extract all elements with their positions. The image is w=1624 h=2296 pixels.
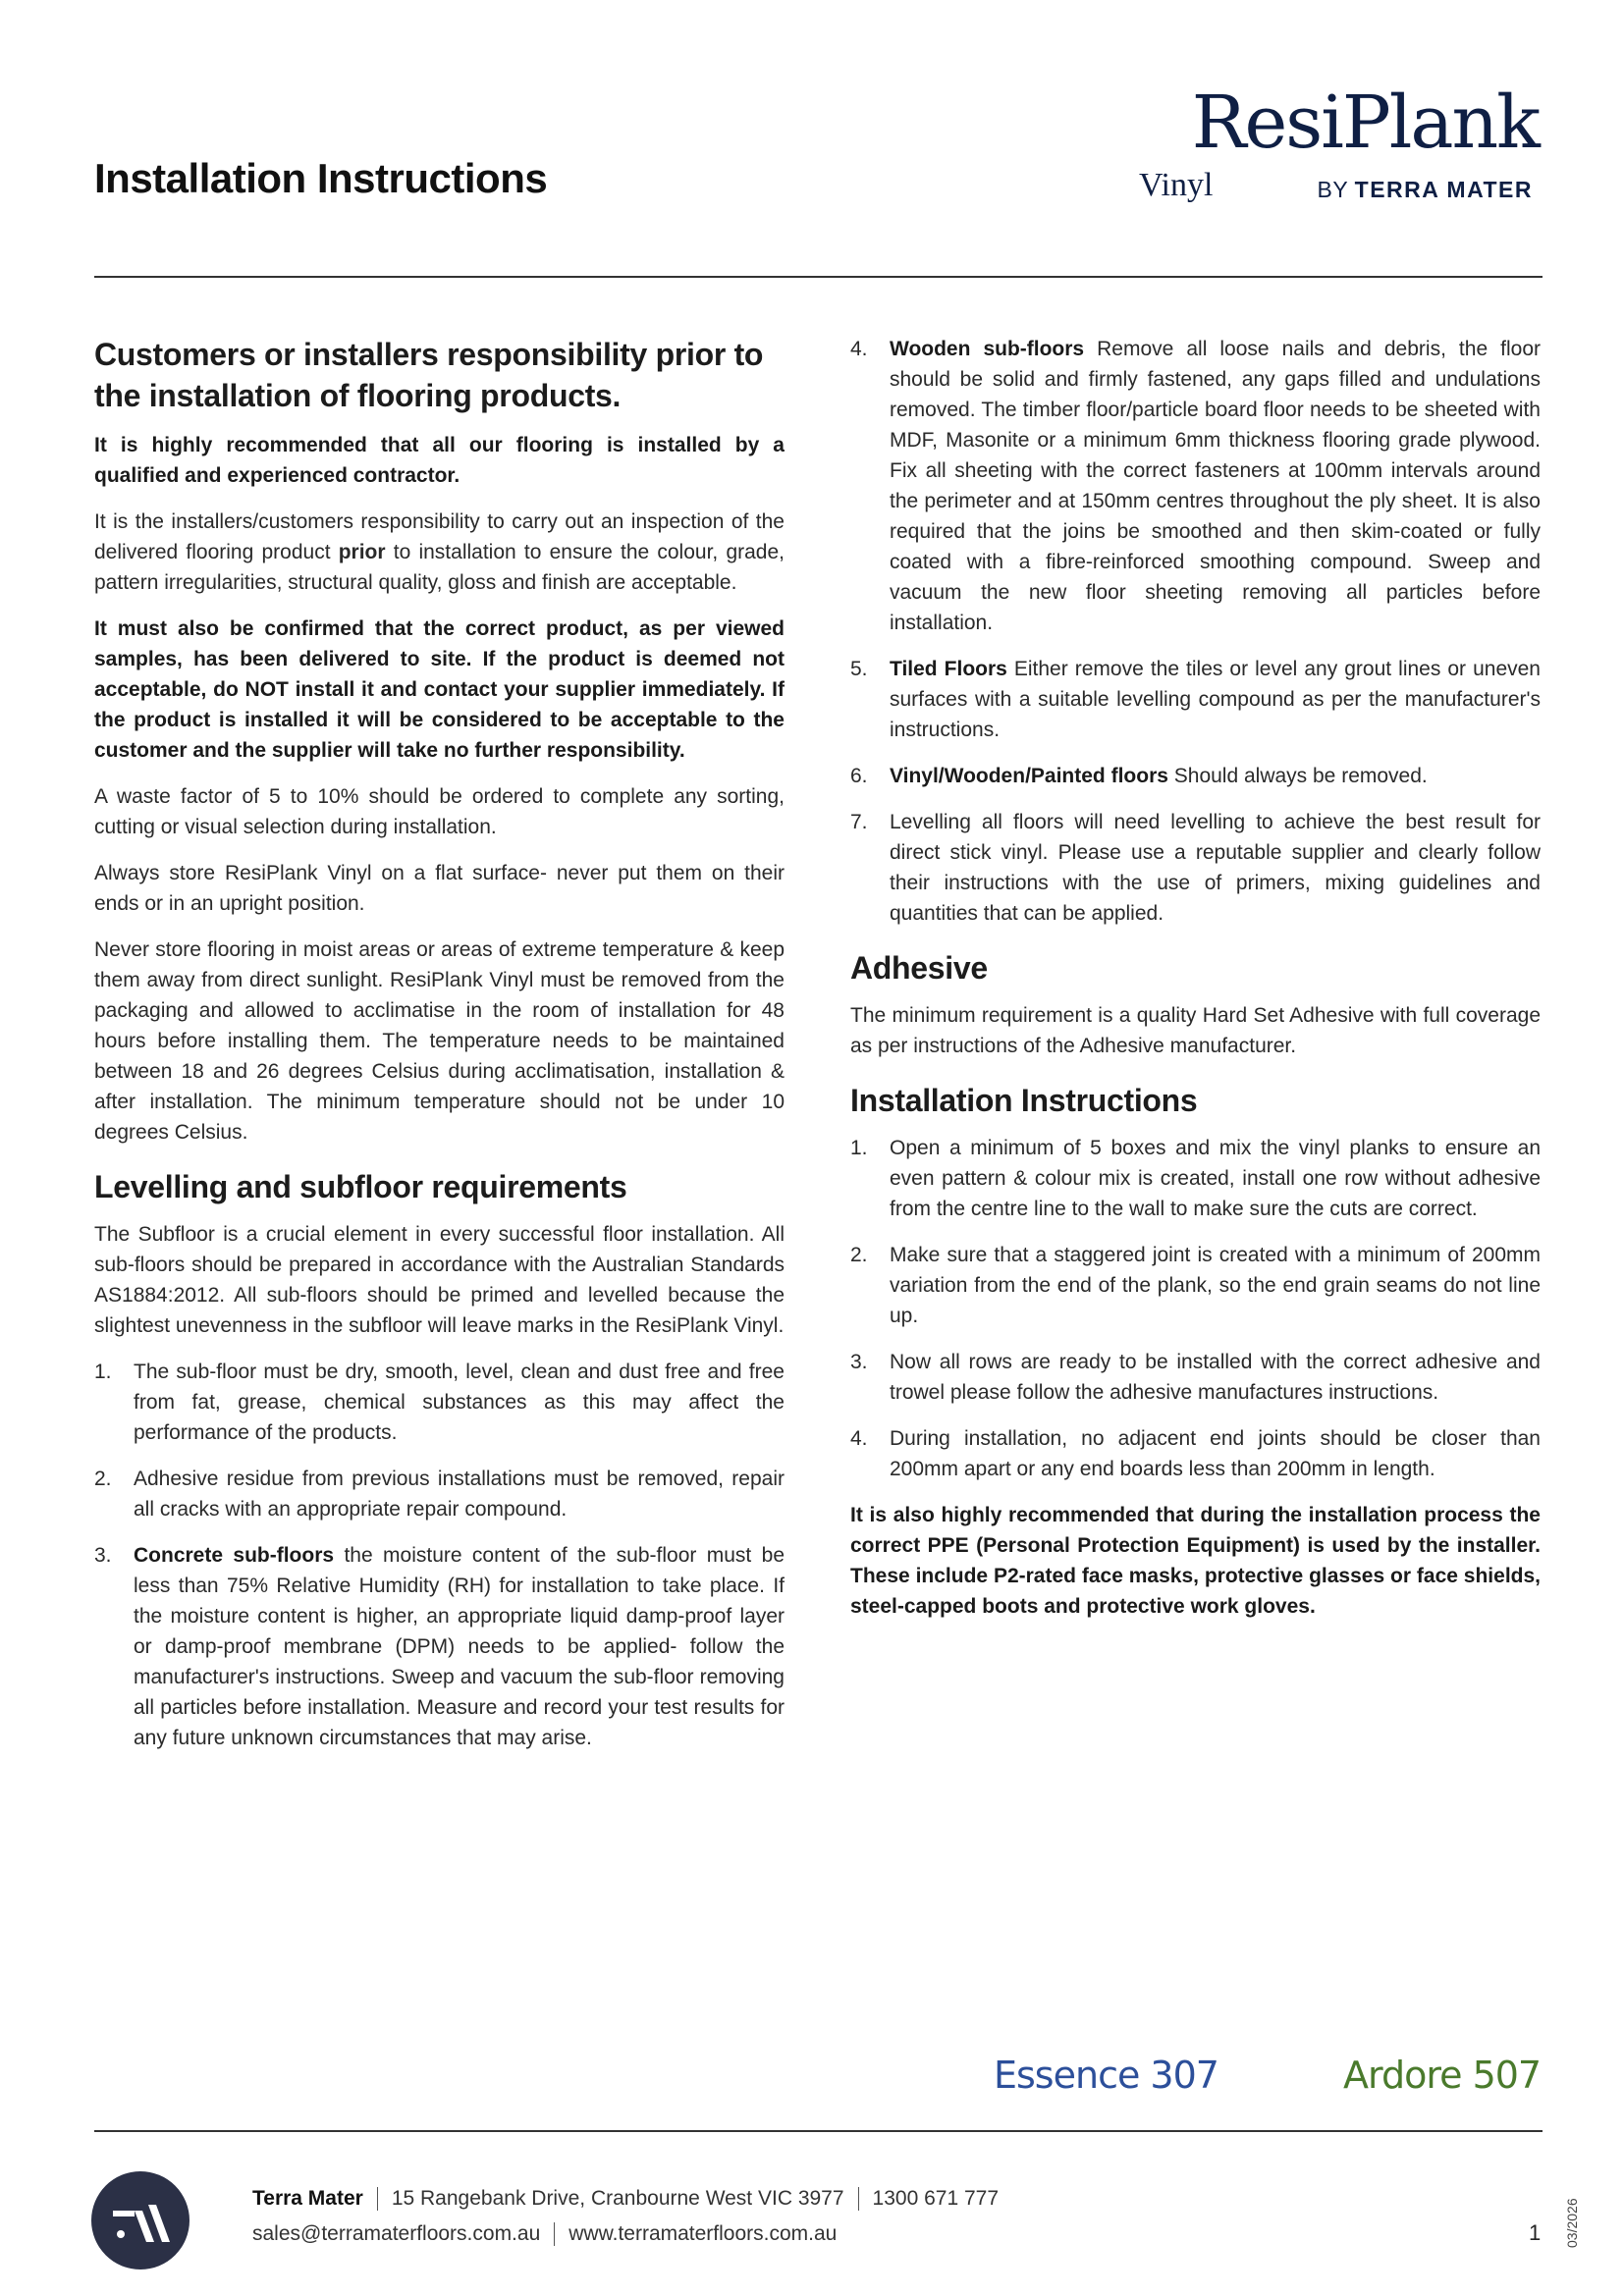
list-number: 3. bbox=[94, 1544, 112, 1567]
header-divider bbox=[94, 276, 1543, 278]
list-text: Remove all loose nails and debris, the floor should be solid and firmly fastened, any gaps filled and undulations removed. The timber floor/particle board floor needs to be sheeted with MDF, Masonite or a minimum 6mm thickness flooring grade plywood. Fix all sheeting with the correct fasteners at 100mm intervals around the perimeter and at 150mm centres throughout the ply sheet. It is also required that the joins be smoothed and then skim-coated or fully coated with a fibre-reinforced smoothing compound. Sweep and vacuum the new floor sheeting removing all particles before installation. bbox=[890, 338, 1541, 634]
footer-company: Terra Mater bbox=[252, 2187, 363, 2210]
left-column bbox=[94, 334, 785, 1769]
list-item bbox=[850, 1347, 1541, 1408]
installation-heading: Installation Instructions bbox=[850, 1083, 1198, 1118]
list-text: the moisture content of the sub-floor must be less than 75% Relative Humidity (RH) for installation to take place. If the moisture content is higher, an appropriate liquid damp-proof layer or damp-proof membrane (DPM) needs to be applied- follow the manufacturer's instructions. Sweep and vacuum the sub-floor removing all particles before installation. Measure and record your test results for any future unknown circumstances that may arise. bbox=[134, 1544, 785, 1749]
adhesive-paragraph: The minimum requirement is a quality Hard Set Adhesive with full coverage as per instructions of the Adhesive manufacturer. bbox=[850, 1004, 1541, 1057]
list-text: Adhesive residue from previous installations must be removed, repair all cracks with an appropriate repair compound. bbox=[134, 1468, 785, 1521]
list-number: 2. bbox=[850, 1244, 868, 1266]
inspection-text-b: to installation to ensure the colour, grade, pattern irregularities, structural quality, gloss and finish are acceptable. bbox=[94, 541, 785, 594]
subfloor-list-left bbox=[94, 1357, 785, 1753]
list-number: 6. bbox=[850, 765, 868, 787]
subfloor-heading: Levelling and subfloor requirements bbox=[94, 1169, 627, 1204]
resiplank-logo bbox=[1134, 80, 1546, 204]
list-number: 2. bbox=[94, 1468, 112, 1490]
list-text: Open a minimum of 5 boxes and mix the vinyl planks to ensure an even pattern & colour mix is created, install one row without adhesive from the centre line to the wall to make sure the cuts are correct. bbox=[890, 1137, 1541, 1220]
list-bold: Tiled Floors bbox=[890, 658, 1007, 680]
list-number: 4. bbox=[850, 1427, 868, 1450]
footer-phone[interactable]: 1300 671 777 bbox=[872, 2187, 1000, 2210]
logo-sub: Vinyl bbox=[1139, 167, 1214, 203]
right-column bbox=[850, 334, 1541, 1637]
list-item bbox=[850, 1133, 1541, 1224]
ppe-paragraph: It is also highly recommended that during the installation process the correct PPE (Personal Protection Equipment) is used by the installer. These include P2-rated face masks, protective glasses or face shields, steel-capped boots and protective work gloves. bbox=[850, 1504, 1541, 1618]
list-item bbox=[850, 1240, 1541, 1331]
list-item bbox=[94, 1464, 785, 1524]
list-number: 1. bbox=[94, 1361, 112, 1383]
list-text: Either remove the tiles or level any grout lines or uneven surfaces with a suitable levelling compound as per the manufacturer's instructions. bbox=[890, 658, 1541, 741]
logo-brand: ResiPlank bbox=[1191, 80, 1539, 165]
logo-by-prefix: BY bbox=[1317, 177, 1348, 202]
storage-paragraph: Always store ResiPlank Vinyl on a flat surface- never put them on their ends or in an upright position. bbox=[94, 862, 785, 915]
separator bbox=[554, 2222, 555, 2246]
adhesive-heading: Adhesive bbox=[850, 950, 988, 986]
list-text: Should always be removed. bbox=[1167, 765, 1428, 787]
recommendation-paragraph: It is highly recommended that all our flooring is installed by a qualified and experienced contractor. bbox=[94, 434, 785, 487]
page-number: 1 bbox=[1529, 2220, 1542, 2245]
subfloor-intro: The Subfloor is a crucial element in every successful floor installation. All sub-floors should be prepared in accordance with the Australian Standards AS1884:2012. All sub-floors should be primed and levelled because the slightest unevenness in the subfloor will leave marks in the ResiPlank Vinyl. bbox=[94, 1223, 785, 1337]
footer-website[interactable]: www.terramaterfloors.com.au bbox=[568, 2222, 838, 2245]
inspection-paragraph bbox=[94, 507, 785, 598]
list-item bbox=[850, 1423, 1541, 1484]
list-item bbox=[850, 807, 1541, 929]
footer-address: 15 Rangebank Drive, Cranbourne West VIC 3977 bbox=[391, 2187, 844, 2210]
logo-mark-icon bbox=[91, 2171, 189, 2269]
list-text: The sub-floor must be dry, smooth, level, clean and dust free and free from fat, grease, chemical substances as this may affect the performance of the products. bbox=[134, 1361, 785, 1444]
list-text: During installation, no adjacent end joints should be closer than 200mm apart or any end boards less than 200mm in length. bbox=[890, 1427, 1541, 1480]
terra-mater-logo-icon bbox=[91, 2171, 189, 2269]
subfloor-list-right bbox=[850, 334, 1541, 929]
inspection-text-a: It is the installers/customers responsibility to carry out an inspection of the delivered flooring product bbox=[94, 510, 785, 563]
list-number: 7. bbox=[850, 811, 868, 833]
list-text: Now all rows are ready to be installed with the correct adhesive and trowel please follow the adhesive manufactures instructions. bbox=[890, 1351, 1541, 1404]
separator bbox=[377, 2187, 378, 2211]
product-essence: Essence 307 bbox=[994, 2054, 1218, 2097]
confirmation-paragraph: It must also be confirmed that the correct product, as per viewed samples, has been delivered to site. If the product is deemed not acceptable, do NOT install it and contact your supplier immediately. If the product is installed it will be considered to be acceptable to the customer and the supplier will take no further responsibility. bbox=[94, 617, 785, 762]
list-bold: Concrete sub-floors bbox=[134, 1544, 335, 1567]
list-item bbox=[94, 1540, 785, 1753]
list-item bbox=[850, 761, 1541, 791]
product-ardore: Ardore 507 bbox=[1343, 2054, 1542, 2097]
list-number: 3. bbox=[850, 1351, 868, 1373]
footer-email[interactable]: sales@terramaterfloors.com.au bbox=[252, 2222, 541, 2245]
responsibility-heading: Customers or installers responsibility prior to the installation of flooring products. bbox=[94, 337, 764, 413]
list-item bbox=[850, 334, 1541, 638]
inspection-bold: prior bbox=[338, 541, 386, 563]
list-number: 4. bbox=[850, 338, 868, 360]
waste-factor-paragraph: A waste factor of 5 to 10% should be ordered to complete any sorting, cutting or visual selection during installation. bbox=[94, 785, 785, 838]
installation-list bbox=[850, 1133, 1541, 1484]
footer-contact-line2 bbox=[252, 2222, 837, 2246]
list-item bbox=[850, 654, 1541, 745]
acclimatisation-paragraph: Never store flooring in moist areas or areas of extreme temperature & keep them away from direct sunlight. ResiPlank Vinyl must be removed from the packaging and allowed to acclimatise in the room of installation for 48 hours before installing them. The temperature needs to be maintained between 18 and 26 degrees Celsius during acclimatisation, installation & after installation. The minimum temperature should not be under 10 degrees Celsius. bbox=[94, 938, 785, 1144]
list-bold: Wooden sub-floors bbox=[890, 338, 1085, 360]
date-code: 03/2026 bbox=[1564, 2198, 1580, 2248]
logo-by-name: TERRA MATER bbox=[1354, 177, 1533, 202]
separator bbox=[858, 2187, 859, 2211]
logo-by bbox=[1318, 177, 1534, 203]
list-text: Levelling all floors will need levelling to achieve the best result for direct stick vinyl. Please use a reputable supplier and clearly follow their instructions with the use of primers, mixing guidelines and quantities that can be applied. bbox=[890, 811, 1541, 925]
list-number: 1. bbox=[850, 1137, 868, 1159]
list-text: Make sure that a staggered joint is created with a minimum of 200mm variation from the end of the plank, so the end grain seams do not line up. bbox=[890, 1244, 1541, 1327]
footer-contact-line1 bbox=[252, 2187, 999, 2211]
footer-divider bbox=[94, 2130, 1543, 2132]
list-item bbox=[94, 1357, 785, 1448]
list-bold: Vinyl/Wooden/Painted floors bbox=[890, 765, 1168, 787]
list-number: 5. bbox=[850, 658, 868, 680]
page-title: Installation Instructions bbox=[94, 155, 548, 201]
